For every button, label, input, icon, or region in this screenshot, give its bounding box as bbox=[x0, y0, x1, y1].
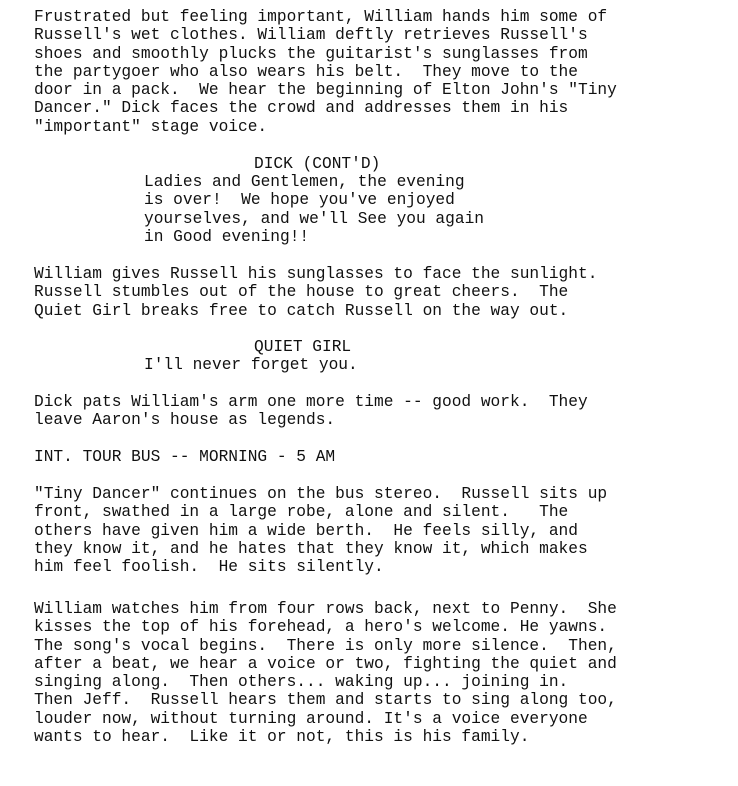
action-paragraph: Frustrated but feeling important, William hands him some of Russell's wet clothes. William deftly retrieves Russell's shoes and smoothly plucks the guitarist's sunglasses from the partygoer who also wears his belt. They move to the door in a pack. We hear the beginning of Elton John's "Tiny Dancer." Dick faces the crowd and addresses them in his "important" stage voice. bbox=[34, 8, 617, 136]
action-paragraph: William watches him from four rows back, next to Penny. She kisses the top of his forehead, a hero's welcome. He yawns. The song's vocal begins. There is only more silence. Then, after a beat, we hear a voice or two, fighting the quiet and singing along. Then others... waking up... joining in. Then Jeff. Russell hears them and starts to sing along too, louder now, without turning around. It's a voice everyone wants to hear. Like it or not, this is his family. bbox=[34, 600, 617, 747]
action-paragraph: William gives Russell his sunglasses to face the sunlight. Russell stumbles out of the house to great cheers. The Quiet Girl breaks free to catch Russell on the way out. bbox=[34, 265, 598, 320]
action-paragraph: "Tiny Dancer" continues on the bus stereo. Russell sits up front, swathed in a large robe, alone and silent. The others have given him a wide berth. He feels silly, and they know it, and he hates that they know it, which makes him feel foolish. He sits silently. bbox=[34, 485, 608, 577]
action-paragraph: Dick pats William's arm one more time -- good work. They leave Aaron's house as legends. bbox=[34, 393, 588, 430]
character-cue: QUIET GIRL bbox=[254, 338, 352, 356]
dialogue-block: Ladies and Gentlemen, the evening is over! We hope you've enjoyed yourselves, and we'll See you again in Good evening!! bbox=[144, 173, 484, 246]
character-cue: DICK (CONT'D) bbox=[254, 155, 381, 173]
scene-heading: INT. TOUR BUS -- MORNING - 5 AM bbox=[34, 448, 336, 466]
dialogue-block: I'll never forget you. bbox=[144, 356, 358, 374]
